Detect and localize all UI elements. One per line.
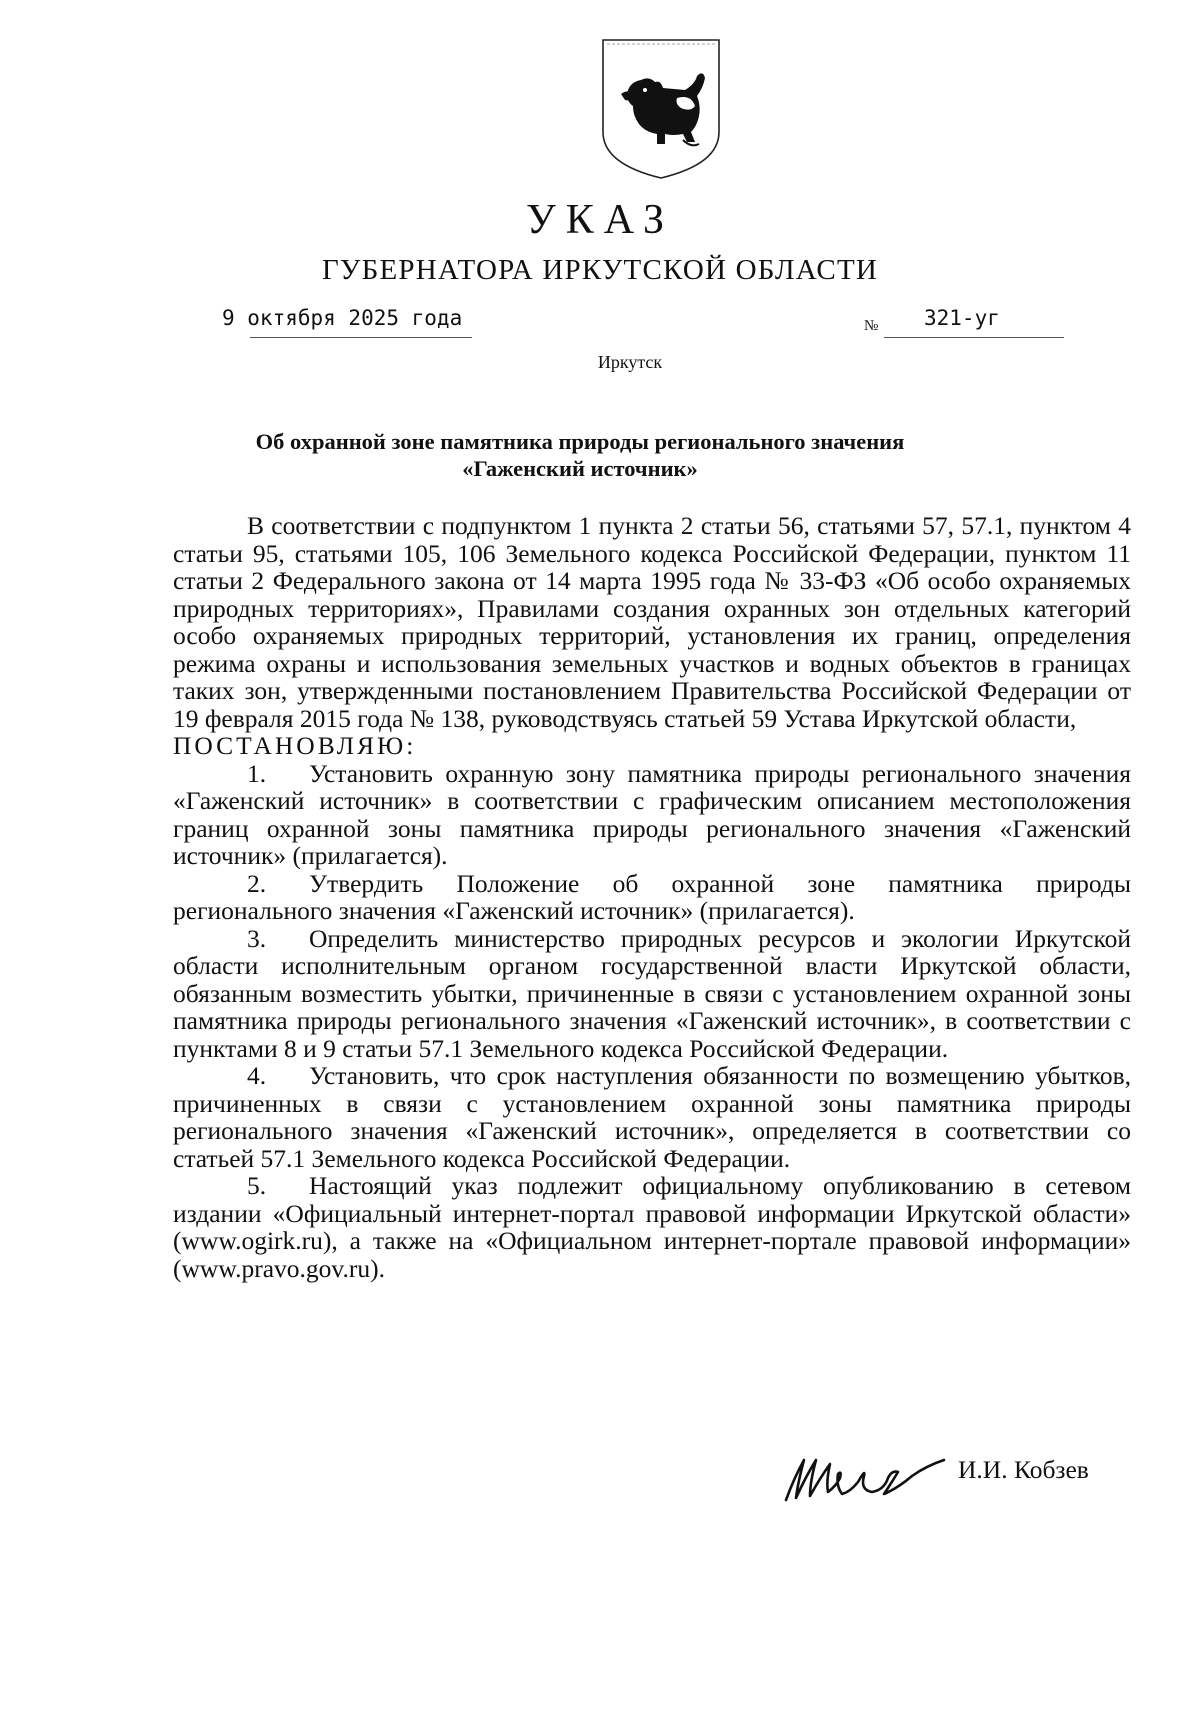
coat-of-arms-icon (599, 36, 723, 182)
item-number: 2. (247, 868, 267, 898)
item-number: 3. (247, 923, 267, 953)
decree-item (173, 1172, 1131, 1282)
document-city: Иркутск (597, 352, 663, 372)
item-text: Настоящий указ подлежит официальному опубликованию в сетевом издании «Официальный интернет-портал правовой информации Иркутской области» (www.ogirk.ru), а также на «Официальном интернет-портале правовой информации» (www.pravo.gov.ru). (173, 1171, 1131, 1283)
handwritten-signature-icon (780, 1448, 950, 1508)
document-number: 321-уг (924, 306, 1000, 330)
item-number: 1. (247, 758, 267, 788)
item-number: 4. (247, 1061, 267, 1090)
decree-item (173, 760, 1131, 870)
item-text: Определить министерство природных ресурсов и экологии Иркутской области исполнительным органом государственной власти Иркутской области, обязанным возместить убытки, причиненные в связи с установлением охранной зоны памятника природы регионального значения «Гаженский источник», в соответствии с пунктами 8 и 9 статьи 57.1 Земельного кодекса Российской Федерации. (173, 923, 1131, 1063)
decree-item (173, 925, 1131, 1063)
item-number: 5. (247, 1171, 267, 1200)
heading-line-2: «Гаженский источник» (462, 456, 698, 481)
date-underline (250, 337, 472, 338)
item-text: Утвердить Положение об охранной зоне памятника природы регионального значения «Гаженский источник» (прилагается). (173, 868, 1131, 925)
signer-name: И.И. Кобзев (958, 1455, 1089, 1484)
preamble-paragraph: В соответствии с подпунктом 1 пункта 2 статьи 56, статьями 57, 57.1, пунктом 4 статьи 95, статьями 105, 106 Земельного кодекса Российской Федерации, пунктом 11 статьи 2 Федерального закона от 14 марта 1995 года № 33-ФЗ «Об особо охраняемых природных территориях», Правилами создания охранных зон отдельных категорий особо охраняемых природных территорий, установления их границ, определения режима охраны и использования земельных участков и водных объектов в границах таких зон, утвержденными постановлением Правительства Российской Федерации от 19 февраля 2015 года № 138, руководствуясь статьей 59 Устава Иркутской области, (173, 511, 1131, 733)
document-date: 9 октября 2025 года (222, 306, 463, 330)
decree-word: ПОСТАНОВЛЯЮ: (173, 731, 417, 760)
number-underline (884, 337, 1064, 338)
decree-item (173, 870, 1131, 925)
decree-item (173, 1062, 1131, 1172)
document-body (173, 512, 1131, 1282)
document-heading (200, 428, 960, 482)
number-sign: № (864, 318, 879, 334)
document-title: УКАЗ (525, 197, 675, 243)
item-text: Установить, что срок наступления обязанности по возмещению убытков, причиненных в связи с установлением охранной зоны памятника природы регионального значения «Гаженский источник», определяется в соответствии со статьей 57.1 Земельного кодекса Российской Федерации. (173, 1061, 1131, 1173)
issuer-title: ГУБЕРНАТОРА ИРКУТСКОЙ ОБЛАСТИ (321, 254, 879, 286)
item-text: Установить охранную зону памятника природы регионального значения «Гаженский источник» в соответствии с графическим описанием местоположения границ охранной зоны памятника природы регионального значения «Гаженский источник» (прилагается). (173, 758, 1131, 870)
heading-line-1: Об охранной зоне памятника природы регионального значения (255, 429, 905, 454)
